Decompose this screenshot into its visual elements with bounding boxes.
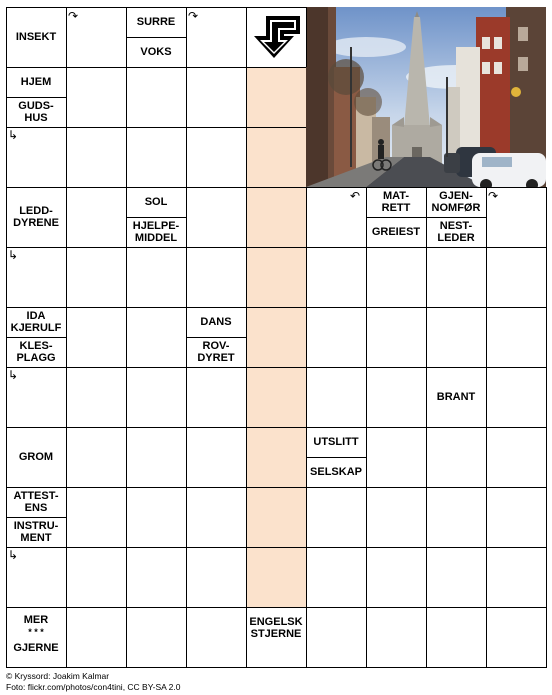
clue-sol: SOL (144, 196, 168, 208)
clue-insekt: INSEKT (15, 31, 57, 43)
clue-ida-kjerulf: IDA KJERULF (10, 310, 62, 334)
clue-gudshus: GUDS- HUS (18, 100, 54, 124)
credit-footer: © Kryssord: Joakim Kalmar (6, 671, 110, 681)
corner-arrow-icon: ↷ (488, 189, 499, 203)
clue-matrett: MAT- RETT (381, 190, 411, 214)
corner-arrow-icon: ↳ (8, 548, 19, 562)
corner-arrow-icon: ↷ (188, 9, 199, 23)
clue-attestens: ATTEST- ENS (13, 490, 59, 514)
clue-surre: SURRE (136, 16, 176, 28)
clue-voks: VOKS (140, 46, 172, 58)
clue-utslitt: UTSLITT (313, 436, 359, 448)
clue-hjelpemiddel: HJELPE- MIDDEL (132, 220, 180, 244)
clue-greiest: GREIEST (371, 226, 421, 238)
clue-leddyrene: LEDD- DYRENE (13, 205, 59, 229)
clue-selskap: SELSKAP (310, 466, 362, 478)
clue-gjennomfor: GJEN- NOMFØR (431, 190, 481, 214)
clue-dans: DANS (200, 316, 232, 328)
church-street-photo (306, 7, 546, 187)
clue-gjerne: GJERNE (13, 642, 59, 654)
clue-nestleder: NEST- LEDER (437, 220, 475, 244)
clue-brant: BRANT (436, 391, 476, 403)
clue-klesplagg: KLES- PLAGG (16, 340, 56, 364)
clue-hjem: HJEM (20, 76, 52, 88)
solution-down-arrow-icon (252, 12, 302, 60)
corner-arrow-icon: ↶ (350, 189, 361, 203)
clue-grom: GROM (18, 451, 54, 463)
solution-column (246, 67, 306, 607)
corner-arrow-icon: ↷ (68, 9, 79, 23)
clue-mer: MER (23, 614, 49, 626)
photo-credit-footer: Foto: flickr.com/photos/con4tini, CC BY-SA 2.0 (6, 682, 181, 692)
clue-instrument: INSTRU- MENT (13, 520, 59, 544)
clue-stars: * * * (28, 627, 44, 637)
clue-rovdyret: ROV- DYRET (197, 340, 235, 364)
corner-arrow-icon: ↳ (8, 368, 19, 382)
corner-arrow-icon: ↳ (8, 128, 19, 142)
clue-engelsk-stjerne: ENGELSK STJERNE (249, 616, 303, 640)
corner-arrow-icon: ↳ (8, 248, 19, 262)
